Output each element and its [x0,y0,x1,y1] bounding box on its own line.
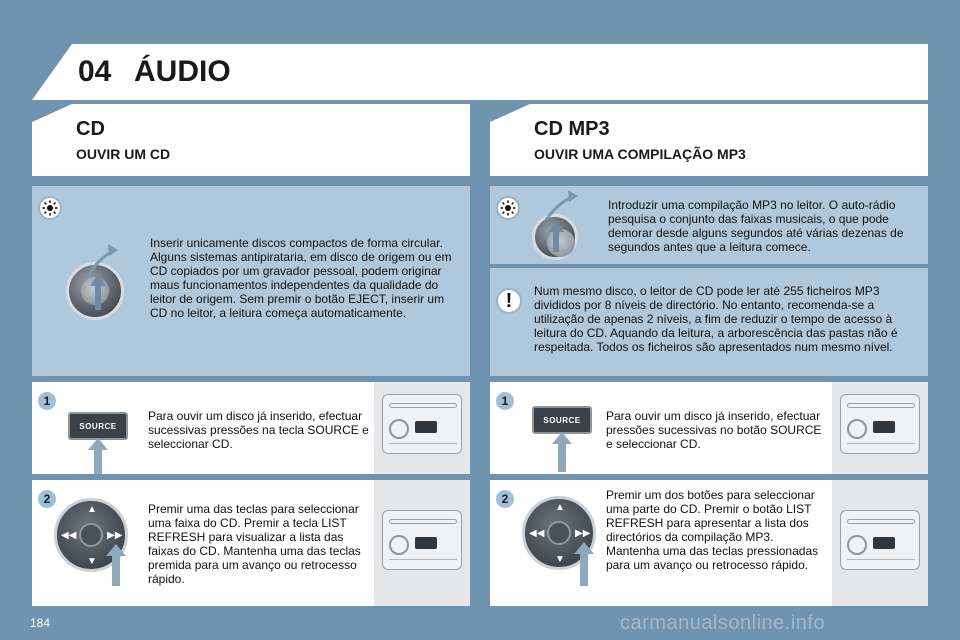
left-step-2 [32,480,470,606]
right-warning-text: Num mesmo disco, o leitor de CD pode ler até 255 ficheiros MP3 divididos por 8 níveis de directório. No entanto, recomenda-se a utilização de apenas 2 níveis, a fim de reduzir o tempo de acesso à leitura do CD. Aquando da leitura, a arborescência das pastas não é respeitada. Todos os ficheiros são apresentados num mesmo nível. [534,284,898,354]
car-radio-icon [832,382,928,474]
step-number-badge: 1 [36,390,58,412]
header-notch [32,44,72,100]
source-button-icon: SOURCE [68,412,128,440]
insert-arrow-icon [538,190,578,260]
press-arrow-icon [572,540,596,588]
right-section-title: CD MP3 [534,118,610,140]
right-step-2 [490,480,928,606]
watermark: carmanualsonline.info [620,612,826,634]
right-info-text: Introduzir uma compilação MP3 no leitor. O auto-rádio pesquisa o conjunto das faixas musicais, o que pode demorar desde alguns segundos até várias dezenas de segundos antes que a leitura comece. [608,198,904,254]
step-number-badge: 2 [494,488,516,510]
press-arrow-icon [104,542,128,588]
left-step-1 [32,382,470,474]
right-step-1-text: Para ouvir um disco já inserido, efectuar pressões sucessivas no botão SOURCE e seleccionar CD. [606,409,822,451]
car-radio-icon [832,480,928,606]
direction-pad-icon: ▲ ▼ ◀◀ ▶▶ [54,498,128,572]
step-number-badge: 2 [36,488,58,510]
exclamation-icon: ! [496,288,522,314]
left-section-header [32,104,470,176]
left-section-title: CD [76,118,105,140]
press-arrow-icon [86,436,110,474]
left-step-2-text: Premir uma das teclas para seleccionar uma faixa do CD. Premir a tecla LIST REFRESH para visualizar a lista das faixas do CD. Mantenha uma das teclas premida para um avanço ou retrocesso rápido. [148,502,361,586]
right-section-header [490,104,928,176]
left-info-text: Inserir unicamente discos compactos de forma circular. Alguns sistemas antipirataria, em disco de origem ou em CD copiados por um gravador pessoal, podem originar maus funcionamentos independentes da qualidade do leitor de origem. Sem premir o botão EJECT, inserir um CD no leitor, a leitura começa automaticamente. [150,236,452,320]
right-warning-panel [490,268,928,376]
step-number-badge: 1 [494,390,516,412]
left-section-subtitle: OUVIR UM CD [76,146,171,162]
right-section-subtitle: OUVIR UMA COMPILAÇÃO MP3 [534,146,746,162]
car-radio-icon [374,480,470,606]
chapter-number: 04 [78,55,112,88]
insert-arrow-icon [78,242,118,326]
chapter-title: ÁUDIO [134,55,231,88]
right-info-panel [490,186,928,264]
car-radio-icon [374,382,470,474]
right-step-2-text: Premir um dos botões para seleccionar uma parte do CD. Premir o botão LIST REFRESH para apresentar a lista dos directórios da compilação MP3. Mantenha uma das teclas pressionadas para um avanço ou retrocesso rápido. [606,488,819,572]
page-number: 184 [30,616,51,630]
direction-pad-icon: ▲ ▼ ◀◀ ▶▶ [522,496,596,570]
sun-tip-icon [496,196,520,220]
left-info-panel [32,186,470,376]
left-step-1-text: Para ouvir um disco já inserido, efectuar sucessivas pressões na tecla SOURCE e seleccionar CD. [148,409,369,451]
sun-tip-icon [38,196,62,220]
source-button-icon: SOURCE [532,406,592,434]
press-arrow-icon [550,430,574,472]
right-step-1 [490,382,928,474]
